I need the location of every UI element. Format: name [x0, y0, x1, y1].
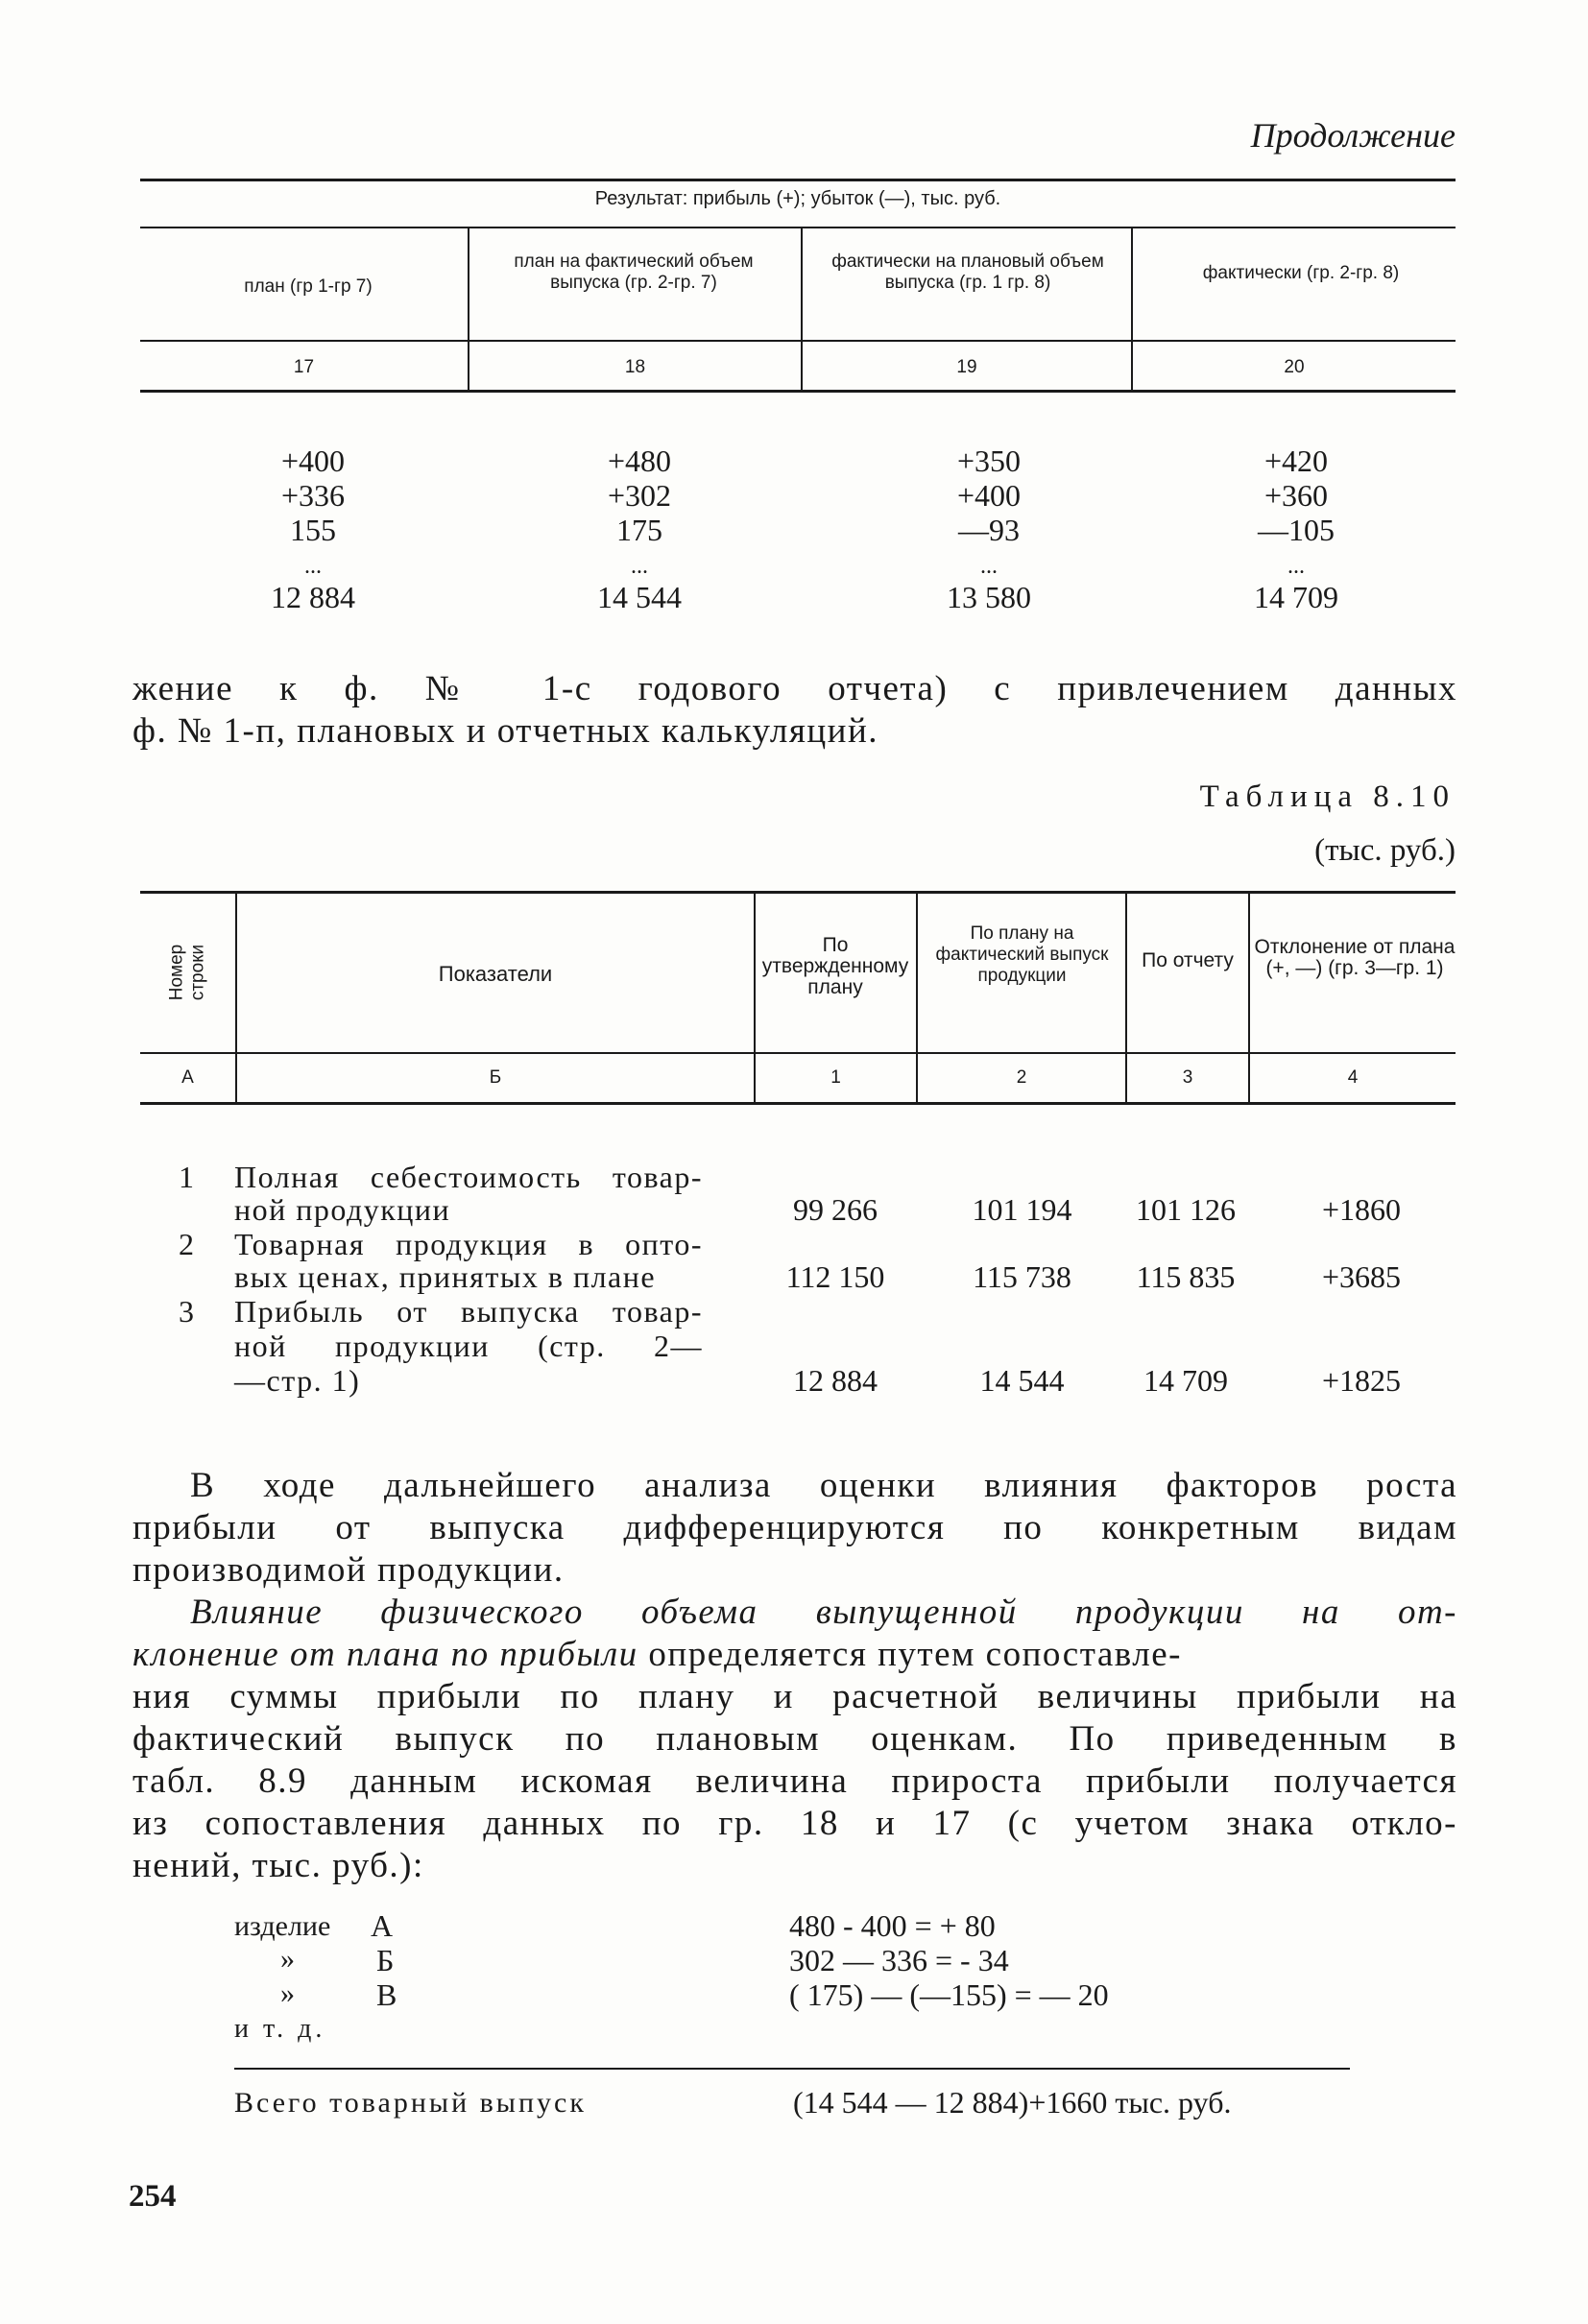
table1-cell: 175	[616, 513, 662, 547]
table2-row-number: 3	[179, 1294, 194, 1329]
paragraph-italic-fragment: клонение от плана по прибыли	[132, 1635, 638, 1674]
table1-caption: Результат: прибыль (+); убыток (—), тыс. руб.	[594, 188, 1001, 209]
table-label: Таблица 8.10	[1199, 779, 1456, 814]
table1-colnum-19: 19	[956, 357, 977, 377]
table2-header-deviation: Отклонение от плана (+, —) (гр. 3—гр. 1)	[1254, 936, 1456, 979]
table2-header-plan: По утвержденному плану	[761, 934, 909, 998]
table2-row-number: 1	[179, 1160, 194, 1194]
table2-cell: 14 709	[1143, 1363, 1228, 1398]
table1-bottom-rule	[140, 390, 1456, 393]
table2-header-plan-actual: По плану на фактический выпуск продукции	[935, 923, 1109, 986]
table1-header-19: фактически на плановый объем выпуска (гр. 1 гр. 8)	[831, 252, 1104, 293]
table1-cell: 14 709	[1254, 580, 1338, 614]
paragraph-line: прибыли от выпуска дифференцируются по конкретным видам	[132, 1508, 1457, 1547]
table2-colnum-2: 2	[1016, 1067, 1027, 1088]
paragraph-line: табл. 8.9 данным искомая величина прироста прибыли получается	[132, 1761, 1457, 1801]
table2-top-rule	[140, 891, 1456, 894]
calc-label: изделие	[234, 1910, 331, 1942]
page-number: 254	[129, 2179, 177, 2214]
table2-colnum-1: 1	[830, 1067, 841, 1088]
total-expr: (14 544 — 12 884)+1660 тыс. руб.	[793, 2085, 1232, 2120]
continuation-label: Продолжение	[1250, 116, 1456, 155]
table1-cell: +400	[280, 443, 346, 478]
table1-cell: 14 544	[597, 580, 682, 614]
calc-item: Б	[376, 1943, 395, 1977]
table1-cell: —93	[958, 513, 1020, 547]
table1-cell: 13 580	[947, 580, 1031, 614]
table2-bottom-rule	[140, 1102, 1456, 1105]
table2-cell: 115 738	[973, 1259, 1071, 1294]
table2-cell: 12 884	[793, 1363, 878, 1398]
calc-expr: 302 — 336 = - 34	[789, 1943, 1009, 1977]
table2-cell: +1825	[1321, 1363, 1402, 1398]
table2-cell: 101 194	[972, 1192, 1072, 1227]
table1-cell: +350	[956, 443, 1022, 478]
table2-row-name-line: —стр. 1)	[234, 1363, 361, 1398]
paragraph-line: ф. № 1-п, плановых и отчетных калькуляций.	[132, 711, 879, 751]
table1-header-20: фактически (гр. 2-гр. 8)	[1202, 263, 1400, 283]
table2-header-rule	[140, 1052, 1456, 1054]
table2-cell: +1860	[1321, 1192, 1402, 1227]
total-label: Всего товарный выпуск	[234, 2087, 587, 2119]
table2-cell: 99 266	[793, 1192, 878, 1227]
table1-cell: ...	[631, 554, 648, 579]
calc-expr: ( 175) — (—155) = — 20	[789, 1977, 1109, 2012]
paragraph-line: нений, тыс. руб.):	[132, 1846, 424, 1885]
table2-header-report: По отчету	[1142, 949, 1234, 971]
table1-header-17: план (гр 1-гр 7)	[244, 276, 373, 297]
paragraph-line: производимой продукции.	[132, 1550, 565, 1590]
table1-cell: ...	[1287, 554, 1305, 579]
table1-cell: +420	[1263, 443, 1329, 478]
table1-cell: +400	[956, 478, 1022, 513]
table2-colnum-4: 4	[1347, 1067, 1359, 1088]
paragraph-line: из сопоставления данных по гр. 18 и 17 (с учетом знака откло-	[132, 1804, 1457, 1843]
table1-cell: +480	[607, 443, 672, 478]
calc-item: А	[371, 1908, 394, 1943]
table1-header-rule	[140, 340, 1456, 342]
table1-cell: ...	[304, 554, 322, 579]
calc-expr: 480 - 400 = + 80	[789, 1908, 996, 1943]
total-rule	[234, 2068, 1350, 2070]
calc-etc: и т. д.	[234, 2014, 326, 2044]
table2-row-name-line: вых ценах, принятых в плане	[234, 1259, 657, 1294]
table2-header-indicators: Показатели	[438, 962, 553, 986]
table1-caption-rule	[140, 227, 1456, 228]
paragraph-fragment: определяется путем сопоставле-	[638, 1635, 1182, 1674]
table1-cell: ...	[980, 554, 998, 579]
table2-colnum-b: Б	[489, 1067, 502, 1088]
table2-cell: 101 126	[1136, 1192, 1236, 1227]
table1-colnum-18: 18	[624, 357, 646, 377]
table2-row-name-line: Полная себестоимость товар-	[234, 1160, 703, 1194]
calc-item: В	[376, 1977, 397, 2012]
table1-cell: +336	[280, 478, 346, 513]
table1-cell: 155	[290, 513, 336, 547]
calc-label: »	[280, 1943, 295, 1975]
table1-cell: —105	[1258, 513, 1335, 547]
table2-cell: +3685	[1321, 1259, 1402, 1294]
calc-label: »	[280, 1977, 295, 2009]
table1-cell: 12 884	[271, 580, 355, 614]
table2-row-name-line: ной продукции (стр. 2—	[234, 1329, 703, 1363]
paragraph-line: жение к ф. № 1-с годового отчета) с привлечением данных	[132, 669, 1457, 708]
table2-row-name-line: ной продукции	[234, 1192, 451, 1227]
paragraph-line: фактический выпуск по плановым оценкам. По приведенным в	[132, 1719, 1457, 1759]
table1-cell: +302	[607, 478, 672, 513]
table2-colnum-3: 3	[1182, 1067, 1193, 1088]
table2-header-rownum-text: Номер строки	[166, 944, 208, 1001]
table1-cell: +360	[1263, 478, 1329, 513]
table1-header-18: план на фактический объем выпуска (гр. 2-гр. 7)	[514, 252, 754, 293]
table2-cell: 112 150	[785, 1259, 885, 1294]
table2-colnum-a: А	[181, 1067, 194, 1088]
table2-cell: 14 544	[979, 1363, 1065, 1398]
table2-header-rownum	[140, 893, 235, 1052]
paragraph-line: ния суммы прибыли по плану и расчетной величины прибыли на	[132, 1677, 1457, 1716]
paragraph-line: В ходе дальнейшего анализа оценки влияния факторов роста	[190, 1466, 1457, 1505]
table2-cell: 115 835	[1136, 1259, 1236, 1294]
table1-top-rule	[140, 179, 1456, 181]
paragraph-italic-line: Влияние физического объема выпущенной продукции на от-	[190, 1593, 1457, 1632]
table2-row-name-line: Прибыль от выпуска товар-	[234, 1294, 703, 1329]
table2-row-name-line: Товарная продукция в опто-	[234, 1227, 703, 1261]
table1-colnum-20: 20	[1284, 357, 1305, 377]
paragraph-mixed-line	[132, 1634, 1457, 1675]
table1-colnum-17: 17	[293, 357, 315, 377]
table-units: (тыс. руб.)	[1314, 833, 1456, 868]
table2-row-number: 2	[179, 1227, 194, 1261]
